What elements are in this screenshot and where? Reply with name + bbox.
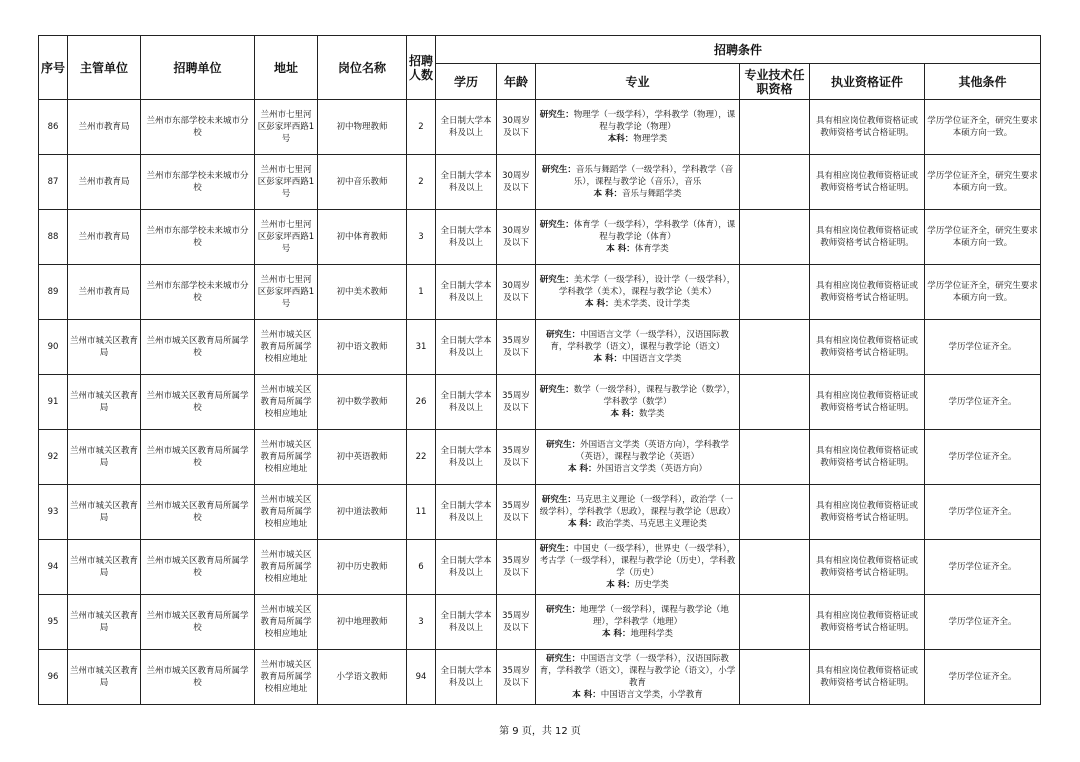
major-undergraduate bbox=[538, 579, 737, 591]
unit-cell: 兰州市城关区教育局所属学校 bbox=[141, 540, 255, 595]
position-cell: 初中历史教师 bbox=[318, 540, 407, 595]
table-body bbox=[39, 100, 1041, 705]
seq-cell: 87 bbox=[39, 155, 68, 210]
major-graduate-text: 体育学（一级学科），学科教学（体育），课程与教学论（体育） bbox=[573, 220, 736, 242]
unit-cell: 兰州市东部学校未来城市分校 bbox=[141, 100, 255, 155]
major-cell bbox=[536, 320, 740, 375]
major-cell bbox=[536, 430, 740, 485]
major-undergraduate-label: 本 科： bbox=[610, 409, 639, 419]
license-cell: 具有相应岗位教师资格证或教师资格考试合格证明。 bbox=[810, 375, 925, 430]
major-graduate bbox=[538, 274, 737, 298]
education-cell: 全日制大学本科及以上 bbox=[436, 485, 497, 540]
education-cell: 全日制大学本科及以上 bbox=[436, 265, 497, 320]
authority-cell: 兰州市城关区教育局 bbox=[68, 375, 141, 430]
other-conditions-cell: 学历学位证齐全。 bbox=[925, 375, 1041, 430]
major-graduate-label: 研究生： bbox=[541, 165, 576, 175]
seq-cell: 94 bbox=[39, 540, 68, 595]
major-graduate-text: 马克思主义理论（一级学科），政治学（一级学科），学科教学（思政），课程与教学论（思政） bbox=[539, 495, 736, 517]
table-row bbox=[39, 540, 1041, 595]
license-cell: 具有相应岗位教师资格证或教师资格考试合格证明。 bbox=[810, 100, 925, 155]
age-cell: 30周岁及以下 bbox=[497, 210, 536, 265]
unit-cell: 兰州市城关区教育局所属学校 bbox=[141, 320, 255, 375]
authority-cell: 兰州市教育局 bbox=[68, 100, 141, 155]
seq-cell: 92 bbox=[39, 430, 68, 485]
address-cell: 兰州市七里河区彭家坪西路1号 bbox=[255, 210, 318, 265]
major-graduate bbox=[538, 653, 737, 689]
address-cell: 兰州市七里河区彭家坪西路1号 bbox=[255, 155, 318, 210]
title-qualification-cell bbox=[740, 595, 810, 650]
address-cell: 兰州市城关区教育局所属学校相应地址 bbox=[255, 375, 318, 430]
major-undergraduate-label: 本 科： bbox=[572, 690, 601, 700]
license-cell: 具有相应岗位教师资格证或教师资格考试合格证明。 bbox=[810, 155, 925, 210]
major-cell bbox=[536, 485, 740, 540]
major-graduate-text: 中国语言文学（一级学科），汉语国际教育，学科教学（语文），课程与教学论（语文） bbox=[550, 330, 729, 352]
major-graduate-text: 外国语言文学类（英语方向），学科教学（英语），课程与教学论（英语） bbox=[575, 440, 729, 462]
header-seq: 序号 bbox=[39, 36, 68, 100]
age-cell: 35周岁及以下 bbox=[497, 430, 536, 485]
education-cell: 全日制大学本科及以上 bbox=[436, 595, 497, 650]
recruitment-table bbox=[38, 35, 1041, 705]
age-cell: 35周岁及以下 bbox=[497, 375, 536, 430]
license-cell: 具有相应岗位教师资格证或教师资格考试合格证明。 bbox=[810, 485, 925, 540]
other-conditions-cell: 学历学位证齐全，研究生要求本硕方向一致。 bbox=[925, 265, 1041, 320]
license-cell: 具有相应岗位教师资格证或教师资格考试合格证明。 bbox=[810, 540, 925, 595]
unit-cell: 兰州市东部学校未来城市分校 bbox=[141, 155, 255, 210]
major-graduate-label: 研究生： bbox=[541, 495, 576, 505]
title-qualification-cell bbox=[740, 155, 810, 210]
major-undergraduate-text: 中国语言文学类，小学教育 bbox=[600, 690, 703, 700]
count-cell: 6 bbox=[407, 540, 436, 595]
address-cell: 兰州市城关区教育局所属学校相应地址 bbox=[255, 540, 318, 595]
table-row bbox=[39, 485, 1041, 540]
major-graduate-label: 研究生： bbox=[546, 654, 581, 664]
authority-cell: 兰州市城关区教育局 bbox=[68, 540, 141, 595]
header-major: 专业 bbox=[536, 64, 740, 100]
major-graduate bbox=[538, 604, 737, 628]
header-address: 地址 bbox=[255, 36, 318, 100]
address-cell: 兰州市七里河区彭家坪西路1号 bbox=[255, 100, 318, 155]
header-title-qualification: 专业技术任职资格 bbox=[740, 64, 810, 100]
position-cell: 初中物理教师 bbox=[318, 100, 407, 155]
address-cell: 兰州市城关区教育局所属学校相应地址 bbox=[255, 430, 318, 485]
major-undergraduate bbox=[538, 463, 737, 475]
education-cell: 全日制大学本科及以上 bbox=[436, 320, 497, 375]
major-undergraduate bbox=[538, 133, 737, 145]
major-graduate-text: 中国史（一级学科），世界史（一级学科），考古学（一级学科），课程与教学论（历史），学科教学（历史） bbox=[539, 544, 736, 578]
major-undergraduate bbox=[538, 298, 737, 310]
header-conditions: 招聘条件 bbox=[436, 36, 1041, 64]
age-cell: 30周岁及以下 bbox=[497, 100, 536, 155]
table-row bbox=[39, 375, 1041, 430]
header-education: 学历 bbox=[436, 64, 497, 100]
other-conditions-cell: 学历学位证齐全。 bbox=[925, 320, 1041, 375]
major-graduate bbox=[538, 494, 737, 518]
unit-cell: 兰州市城关区教育局所属学校 bbox=[141, 430, 255, 485]
other-conditions-cell: 学历学位证齐全。 bbox=[925, 595, 1041, 650]
count-cell: 31 bbox=[407, 320, 436, 375]
title-qualification-cell bbox=[740, 100, 810, 155]
major-graduate bbox=[538, 384, 737, 408]
header-position: 岗位名称 bbox=[318, 36, 407, 100]
position-cell: 初中数学教师 bbox=[318, 375, 407, 430]
count-cell: 3 bbox=[407, 210, 436, 265]
header-other: 其他条件 bbox=[925, 64, 1041, 100]
age-cell: 35周岁及以下 bbox=[497, 485, 536, 540]
education-cell: 全日制大学本科及以上 bbox=[436, 650, 497, 705]
table-row bbox=[39, 320, 1041, 375]
major-graduate bbox=[538, 219, 737, 243]
major-graduate-label: 研究生： bbox=[546, 440, 581, 450]
table-row bbox=[39, 155, 1041, 210]
count-cell: 3 bbox=[407, 595, 436, 650]
major-graduate-text: 音乐与舞蹈学（一级学科），学科教学（音乐），课程与教学论（音乐），音乐 bbox=[573, 165, 734, 187]
education-cell: 全日制大学本科及以上 bbox=[436, 100, 497, 155]
authority-cell: 兰州市城关区教育局 bbox=[68, 430, 141, 485]
address-cell: 兰州市城关区教育局所属学校相应地址 bbox=[255, 320, 318, 375]
education-cell: 全日制大学本科及以上 bbox=[436, 155, 497, 210]
major-undergraduate-text: 中国语言文学类 bbox=[621, 354, 682, 364]
education-cell: 全日制大学本科及以上 bbox=[436, 210, 497, 265]
major-graduate bbox=[538, 109, 737, 133]
position-cell: 初中美术教师 bbox=[318, 265, 407, 320]
major-cell bbox=[536, 650, 740, 705]
education-cell: 全日制大学本科及以上 bbox=[436, 375, 497, 430]
major-undergraduate-text: 美术学类、设计学类 bbox=[613, 299, 690, 309]
title-qualification-cell bbox=[740, 430, 810, 485]
seq-cell: 91 bbox=[39, 375, 68, 430]
major-undergraduate-label: 本 科： bbox=[602, 629, 631, 639]
license-cell: 具有相应岗位教师资格证或教师资格考试合格证明。 bbox=[810, 320, 925, 375]
age-cell: 35周岁及以下 bbox=[497, 595, 536, 650]
major-undergraduate bbox=[538, 408, 737, 420]
authority-cell: 兰州市城关区教育局 bbox=[68, 485, 141, 540]
count-cell: 2 bbox=[407, 155, 436, 210]
address-cell: 兰州市城关区教育局所属学校相应地址 bbox=[255, 650, 318, 705]
major-undergraduate-label: 本 科： bbox=[593, 189, 622, 199]
major-undergraduate bbox=[538, 243, 737, 255]
table-row bbox=[39, 265, 1041, 320]
major-undergraduate-label: 本 科： bbox=[606, 580, 635, 590]
count-cell: 11 bbox=[407, 485, 436, 540]
major-graduate-label: 研究生： bbox=[539, 110, 574, 120]
seq-cell: 90 bbox=[39, 320, 68, 375]
age-cell: 35周岁及以下 bbox=[497, 320, 536, 375]
other-conditions-cell: 学历学位证齐全，研究生要求本硕方向一致。 bbox=[925, 100, 1041, 155]
table-header bbox=[39, 36, 1041, 100]
position-cell: 初中地理教师 bbox=[318, 595, 407, 650]
major-cell bbox=[536, 100, 740, 155]
seq-cell: 93 bbox=[39, 485, 68, 540]
age-cell: 30周岁及以下 bbox=[497, 155, 536, 210]
major-undergraduate bbox=[538, 518, 737, 530]
major-undergraduate-text: 体育学类 bbox=[634, 244, 669, 254]
age-cell: 30周岁及以下 bbox=[497, 265, 536, 320]
major-graduate-text: 美术学（一级学科），设计学（一级学科），学科教学（美术），课程与教学论（美术） bbox=[558, 275, 736, 297]
major-undergraduate-text: 数学类 bbox=[638, 409, 665, 419]
seq-cell: 88 bbox=[39, 210, 68, 265]
title-qualification-cell bbox=[740, 650, 810, 705]
major-graduate-text: 数学（一级学科），课程与教学论（数学），学科教学（数学） bbox=[573, 385, 736, 407]
major-cell bbox=[536, 155, 740, 210]
address-cell: 兰州市城关区教育局所属学校相应地址 bbox=[255, 485, 318, 540]
major-graduate-label: 研究生： bbox=[546, 605, 581, 615]
major-undergraduate-text: 物理学类 bbox=[633, 134, 668, 144]
other-conditions-cell: 学历学位证齐全。 bbox=[925, 430, 1041, 485]
major-cell bbox=[536, 375, 740, 430]
age-cell: 35周岁及以下 bbox=[497, 650, 536, 705]
table-row bbox=[39, 595, 1041, 650]
header-unit: 招聘单位 bbox=[141, 36, 255, 100]
license-cell: 具有相应岗位教师资格证或教师资格考试合格证明。 bbox=[810, 595, 925, 650]
position-cell: 小学语文教师 bbox=[318, 650, 407, 705]
table-row bbox=[39, 430, 1041, 485]
age-cell: 35周岁及以下 bbox=[497, 540, 536, 595]
title-qualification-cell bbox=[740, 485, 810, 540]
major-graduate-label: 研究生： bbox=[539, 385, 574, 395]
major-undergraduate-text: 政治学类、马克思主义理论类 bbox=[596, 519, 707, 529]
unit-cell: 兰州市东部学校未来城市分校 bbox=[141, 265, 255, 320]
table-row bbox=[39, 210, 1041, 265]
major-graduate bbox=[538, 164, 737, 188]
education-cell: 全日制大学本科及以上 bbox=[436, 430, 497, 485]
authority-cell: 兰州市城关区教育局 bbox=[68, 320, 141, 375]
major-graduate bbox=[538, 439, 737, 463]
major-graduate bbox=[538, 543, 737, 579]
position-cell: 初中语文教师 bbox=[318, 320, 407, 375]
major-undergraduate-label: 本 科： bbox=[593, 354, 622, 364]
title-qualification-cell bbox=[740, 210, 810, 265]
major-graduate-text: 地理学（一级学科），课程与教学论（地理），学科教学（地理） bbox=[580, 605, 729, 627]
position-cell: 初中英语教师 bbox=[318, 430, 407, 485]
seq-cell: 95 bbox=[39, 595, 68, 650]
major-undergraduate-text: 外国语言文学类（英语方向） bbox=[596, 464, 707, 474]
position-cell: 初中音乐教师 bbox=[318, 155, 407, 210]
position-cell: 初中道法教师 bbox=[318, 485, 407, 540]
title-qualification-cell bbox=[740, 540, 810, 595]
address-cell: 兰州市七里河区彭家坪西路1号 bbox=[255, 265, 318, 320]
license-cell: 具有相应岗位教师资格证或教师资格考试合格证明。 bbox=[810, 265, 925, 320]
major-undergraduate-label: 本 科： bbox=[568, 519, 597, 529]
major-undergraduate-label: 本 科： bbox=[606, 244, 635, 254]
authority-cell: 兰州市城关区教育局 bbox=[68, 650, 141, 705]
unit-cell: 兰州市城关区教育局所属学校 bbox=[141, 375, 255, 430]
title-qualification-cell bbox=[740, 265, 810, 320]
other-conditions-cell: 学历学位证齐全。 bbox=[925, 650, 1041, 705]
other-conditions-cell: 学历学位证齐全。 bbox=[925, 540, 1041, 595]
seq-cell: 89 bbox=[39, 265, 68, 320]
major-graduate-label: 研究生： bbox=[539, 220, 574, 230]
major-cell bbox=[536, 595, 740, 650]
license-cell: 具有相应岗位教师资格证或教师资格考试合格证明。 bbox=[810, 210, 925, 265]
major-undergraduate bbox=[538, 689, 737, 701]
header-authority: 主管单位 bbox=[68, 36, 141, 100]
major-graduate-text: 中国语言文学（一级学科），汉语国际教育，学科教学（语文），课程与教学论（语文），小学教育 bbox=[539, 654, 736, 688]
major-graduate-label: 研究生： bbox=[546, 330, 581, 340]
other-conditions-cell: 学历学位证齐全，研究生要求本硕方向一致。 bbox=[925, 155, 1041, 210]
major-cell bbox=[536, 540, 740, 595]
authority-cell: 兰州市教育局 bbox=[68, 210, 141, 265]
education-cell: 全日制大学本科及以上 bbox=[436, 540, 497, 595]
other-conditions-cell: 学历学位证齐全，研究生要求本硕方向一致。 bbox=[925, 210, 1041, 265]
major-graduate bbox=[538, 329, 737, 353]
title-qualification-cell bbox=[740, 375, 810, 430]
major-cell bbox=[536, 265, 740, 320]
other-conditions-cell: 学历学位证齐全。 bbox=[925, 485, 1041, 540]
major-undergraduate-label: 本科： bbox=[607, 134, 634, 144]
header-license: 执业资格证件 bbox=[810, 64, 925, 100]
unit-cell: 兰州市城关区教育局所属学校 bbox=[141, 595, 255, 650]
authority-cell: 兰州市城关区教育局 bbox=[68, 595, 141, 650]
license-cell: 具有相应岗位教师资格证或教师资格考试合格证明。 bbox=[810, 430, 925, 485]
major-graduate-label: 研究生： bbox=[539, 275, 574, 285]
address-cell: 兰州市城关区教育局所属学校相应地址 bbox=[255, 595, 318, 650]
seq-cell: 96 bbox=[39, 650, 68, 705]
major-graduate-label: 研究生： bbox=[539, 544, 574, 554]
major-undergraduate-text: 地理科学类 bbox=[630, 629, 673, 639]
page-number: 第 9 页，共 12 页 bbox=[499, 726, 581, 737]
unit-cell: 兰州市城关区教育局所属学校 bbox=[141, 650, 255, 705]
count-cell: 1 bbox=[407, 265, 436, 320]
major-undergraduate-label: 本 科： bbox=[568, 464, 597, 474]
authority-cell: 兰州市教育局 bbox=[68, 155, 141, 210]
major-cell bbox=[536, 210, 740, 265]
seq-cell: 86 bbox=[39, 100, 68, 155]
count-cell: 22 bbox=[407, 430, 436, 485]
count-cell: 2 bbox=[407, 100, 436, 155]
major-undergraduate bbox=[538, 353, 737, 365]
major-undergraduate-text: 音乐与舞蹈学类 bbox=[621, 189, 682, 199]
header-age: 年龄 bbox=[497, 64, 536, 100]
header-count: 招聘人数 bbox=[407, 36, 436, 100]
table-row bbox=[39, 650, 1041, 705]
table-row bbox=[39, 100, 1041, 155]
major-undergraduate-label: 本 科： bbox=[585, 299, 614, 309]
major-graduate-text: 物理学（一级学科），学科教学（物理），课程与教学论（物理） bbox=[573, 110, 736, 132]
major-undergraduate bbox=[538, 628, 737, 640]
major-undergraduate-text: 历史学类 bbox=[634, 580, 669, 590]
unit-cell: 兰州市城关区教育局所属学校 bbox=[141, 485, 255, 540]
authority-cell: 兰州市教育局 bbox=[68, 265, 141, 320]
count-cell: 94 bbox=[407, 650, 436, 705]
count-cell: 26 bbox=[407, 375, 436, 430]
position-cell: 初中体育教师 bbox=[318, 210, 407, 265]
license-cell: 具有相应岗位教师资格证或教师资格考试合格证明。 bbox=[810, 650, 925, 705]
unit-cell: 兰州市东部学校未来城市分校 bbox=[141, 210, 255, 265]
major-undergraduate bbox=[538, 188, 737, 200]
title-qualification-cell bbox=[740, 320, 810, 375]
